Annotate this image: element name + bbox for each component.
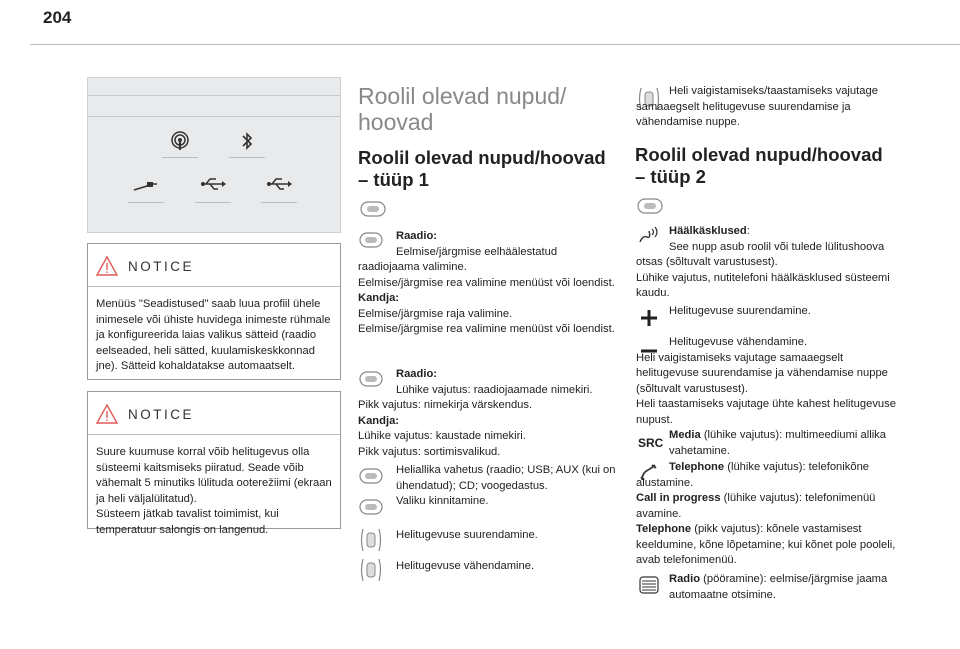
voice-text: Häälkäsklused: See nupp asub roolil või tulede lülitushoova otsas (sõltuvalt varustusest). Lühike vajutus, nutitelefoni häälkäsklused süsteemi kaudu. [636,225,890,299]
notice-box [87,243,341,380]
volume-up-text: Helitugevuse suurendamine. [669,305,811,317]
main-title: Roolil olevad nupud/ hoovad [358,83,567,135]
text: Eelmise/järgmise raja valimine. Eelmise/järgmise rea valimine menüüst või loendist. [358,307,615,335]
notice-text: Menüüs "Seadistused" saab luua profiil ühele inimesele või ühiste huvidega inimeste rühmale ja konfigureerida laias valikus sätteid (raadio eelseaded, heli sätted, kuulamiskeskkonnad jne). Sätteid kohaldatakse automaatselt. [96,298,331,372]
divider [88,116,340,117]
text: (lühike vajutus): multimeediumi allika vahetamine. [669,429,887,457]
divider [88,95,340,96]
radio-media-text [358,229,618,338]
underline [128,202,164,203]
text: (lühike vajutus): telefonimenüü avamine. [636,492,876,520]
podcast-icon [162,131,198,155]
media-text [669,428,901,459]
section-title-type2: Roolil olevad nupud/hoovad – tüüp 2 [635,144,883,187]
underline [261,202,297,203]
steering-control-icon [359,527,383,553]
divider [88,286,340,287]
steering-control-icon [359,466,383,486]
notice-text: Suure kuumuse korral võib helitugevus olla süsteemi kaitsmiseks piiratud. Seade võib vähemalt 5 minutiks lülituda ooterežiimi (ekraan ja heli väljalülitatud). Süsteem jätkab tavalist toimimist, kui temperatuur salongis on langenud. [96,446,332,536]
steering-control-icon [359,557,383,583]
text: Lühike vajutus: kaustade nimekiri. Pikk vajutus: sortimisvalikud. [358,430,526,458]
radio-text [669,572,901,603]
text: Helitugevuse vähendamine. Heli vaigistamiseks vajutage samaaegselt helitugevuse suurendamise ja vähendamise nuppe (sõltuvalt varustusest). Heli taastamiseks vajutage ühte kahest helitugevuse nupust. [636,336,896,426]
underline [229,157,265,158]
underline [162,157,198,158]
notice-box [87,391,341,536]
list-text [358,367,618,460]
page-number: 204 [43,8,72,27]
mute-text: Heli vaigistamiseks/taastamiseks vajutage samaaegselt helitugevuse suurendamise ja vähendamise nuppe. [636,85,878,128]
label: Telephone [669,461,725,473]
volume-down-text [636,335,901,428]
source-text: Heliallika vahetus (raadio; USB; AUX (kui on ühendatud); CD; voogedastus. [396,464,616,492]
label: Media [669,429,701,441]
plus-icon [639,308,659,328]
header-rule [30,44,960,45]
usb-icon [195,177,231,195]
warning-icon [96,404,118,424]
text: (lühike vajutus): telefonikõne alustamine. [636,461,870,489]
steering-control-icon [359,497,383,517]
divider [88,434,340,435]
label: Kandja: [358,414,400,427]
warning-icon [96,256,118,276]
label: Häälkäsklused [669,225,747,237]
underline [195,202,231,203]
notice-label: NOTICE [128,406,195,422]
call-text [636,460,901,569]
notice-header [96,400,332,428]
section-title-type1: Roolil olevad nupud/hoovad – tüüp 1 [358,147,606,190]
label: Telephone [636,523,692,535]
label: Radio [669,573,701,585]
text: Lühike vajutus: raadiojaamade nimekiri. Pikk vajutus: nimekirja värskendus. [358,383,593,411]
text: (pööramine): eelmise/järgmise jaama automaatne otsimine. [669,573,888,601]
scroll-wheel-icon [639,576,659,594]
text: (pikk vajutus): kõnele vastamisest keeldumine, kõne lõpetamine; kui kõnet pole pooleli, avab telefonimenüü. [636,523,896,566]
notice-label: NOTICE [128,258,195,274]
src-icon: SRC [638,436,664,450]
connectivity-screen-illustration [87,77,341,233]
label: Kandja: [358,292,400,304]
label: Raadio: [396,368,438,380]
aux-cable-icon [128,179,164,196]
label: Call in progress [636,492,721,504]
volume-down-text: Helitugevuse vähendamine. [396,560,535,572]
notice-header [96,252,332,280]
label: Raadio: [396,230,438,242]
confirm-text: Valiku kinnitamine. [396,495,489,507]
steering-control-icon [637,197,663,215]
text: Eelmise/järgmise eelhäälestatud raadiojaama valimine. Eelmise/järgmise rea valimine menüüst või loendist. [358,245,615,289]
steering-control-icon [360,200,386,218]
usb-icon [261,177,297,195]
text: See nupp asub roolil või tulede lülitushoova otsas (sõltuvalt varustusest). Lühike vajutus, nutitelefoni häälkäsklused süsteemi kaudu. [636,240,890,299]
bluetooth-icon [229,131,265,155]
volume-up-text: Helitugevuse suurendamine. [396,529,538,541]
